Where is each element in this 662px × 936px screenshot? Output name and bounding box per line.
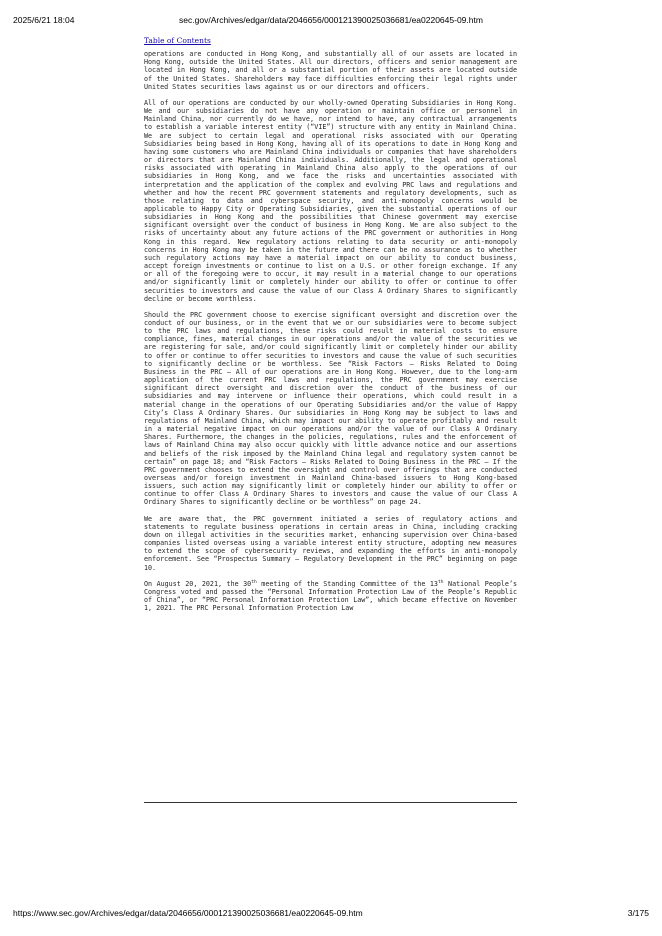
footer-url: https://www.sec.gov/Archives/edgar/data/2046656/000121390025036681/ea0220645-09.htm [13, 908, 363, 918]
paragraph-pipl [144, 580, 517, 613]
print-source-url: sec.gov/Archives/edgar/data/2046656/000121390025036681/ea0220645-09.htm [179, 15, 483, 25]
pipl-text-3: National People’s Congress voted and passed the “Personal Information Protection Law of the People’s Republic of China”, or “PRC Personal Information Protection Law”, which became effective on November 1, 2021. The PRC Personal Information Protection Law [144, 579, 517, 613]
pipl-sup-1: th [251, 579, 257, 585]
page-divider [144, 802, 517, 803]
table-of-contents-link[interactable]: Table of Contents [144, 36, 211, 45]
pipl-text-2: meeting of the Standing Committee of the 13 [256, 579, 438, 588]
paragraph-operations-risk: All of our operations are conducted by our wholly-owned Operating Subsidiaries in Hong Kong. We and our subsidiaries do not have any operation or maintain office or personnel in Mainland China, nor currently do we have, nor intend to have, any contractual arrangements to establish a variable interest entity (“VIE”) structure with any entity in Mainland China. We are subject to certain legal and operational risks associated with our Operating Subsidiaries being based in Hong Kong, having all of its operations to date in Hong Kong and having some customers who are Mainland China individuals or companies that have shareholders or directors that are Mainland China individuals. Additionally, the legal and operational risks associated with operating in Mainland China also apply to the operations of our subsidiaries in Hong Kong, and we face the risks and uncertainties associated with interpretation and the application of the complex and evolving PRC laws and regulations and whether and how the recent PRC government statements and regulatory developments, such as those relating to data and cyberspace security, and anti-monopoly concerns would be applicable to Happy City or Operating Subsidiaries, given the substantial operations of our subsidiaries in Hong Kong and the possibilities that Chinese government may exercise significant oversight over the conduct of business in Hong Kong. We are also subject to the risks of uncertainty about any future actions of the PRC government or authorities in Hong Kong in this regard. New regulatory actions relating to data security or anti-monopoly concerns in Hong Kong may be taken in the future and there can be no assurance as to whether such regulatory actions may have a material impact on our ability to conduct business, accept foreign investments or continue to list on a U.S. or other foreign exchange. If any or all of the foregoing were to occur, it may result in a material change to our operations and/or significantly limit or completely hinder our ability to offer or continue to offer securities to investors and cause the value of our Class A Ordinary Shares to significantly decline or become worthless. [144, 98, 517, 303]
paragraph-assets-location: operations are conducted in Hong Kong, and substantially all of our assets are located in Hong Kong, outside the United States. All our directors, officers and senior management are located in Hong Kong, and all or a substantial portion of their assets are located outside of the United States. Shareholders may face difficulties enforcing their legal rights under United States securities laws against us or our directors and officers. [144, 50, 517, 91]
print-datetime: 2025/6/21 18:04 [13, 15, 75, 25]
document-body [144, 37, 517, 612]
paragraph-prc-oversight: Should the PRC government choose to exercise significant oversight and discretion over the conduct of our business, or in the event that we or our subsidiaries were to become subject to the PRC laws and regulations, these risks could result in material costs to ensure compliance, fines, material changes in our operations and/or the value of the securities we are registering for sale, and/or could significantly limit or completely hinder our ability to offer or continue to offer securities to investors and cause the value of such securities to significantly decline or be worthless. See “Risk Factors — Risks Related to Doing Business in the PRC — All of our operations are in Hong Kong. However, due to the long-arm application of the current PRC laws and regulations, the PRC government may exercise significant direct oversight and discretion over the conduct of the business of our subsidiaries and may intervene or influence their operations, which could result in a material change in the operations of our Operating Subsidiaries and/or the value of Happy City’s Class A Ordinary Shares. Our subsidiaries in Hong Kong may be subject to laws and regulations of Mainland China, which may impact our ability to operate profitably and result in a material negative impact on our operations and/or the value of our Class A Ordinary Shares. Furthermore, the changes in the policies, regulations, rules and the enforcement of laws of Mainland China may also occur quickly with little advance notice and our assertions and beliefs of the risk imposed by the Mainland China legal and regulatory system cannot be certain” on page 18; and “Risk Factors — Risks Related to Doing Business in the PRC — If the PRC government chooses to extend the oversight and control over offerings that are conducted overseas and/or foreign investment in Mainland China-based issuers to Hong Kong-based issuers, such action may significantly limit or completely hinder our ability to offer or continue to offer Class A Ordinary Shares to investors and cause the value of our Class A Ordinary Shares to significantly decline or be worthless” on page 24. [144, 310, 517, 507]
pipl-text-1: On August 20, 2021, the 30 [144, 579, 252, 588]
footer-page-number: 3/175 [627, 908, 649, 918]
paragraph-regulatory-actions: We are aware that, the PRC government initiated a series of regulatory actions and statements to regulate business operations in certain areas in China, including cracking down on illegal activities in the securities market, enhancing supervision over China-based companies listed overseas using a variable interest entity structure, adopting new measures to extend the scope of cybersecurity reviews, and expanding the efforts in anti-monopoly enforcement. See “Prospectus Summary — Regulatory Development in the PRC” beginning on page 10. [144, 514, 517, 572]
pipl-sup-2: th [437, 579, 444, 585]
